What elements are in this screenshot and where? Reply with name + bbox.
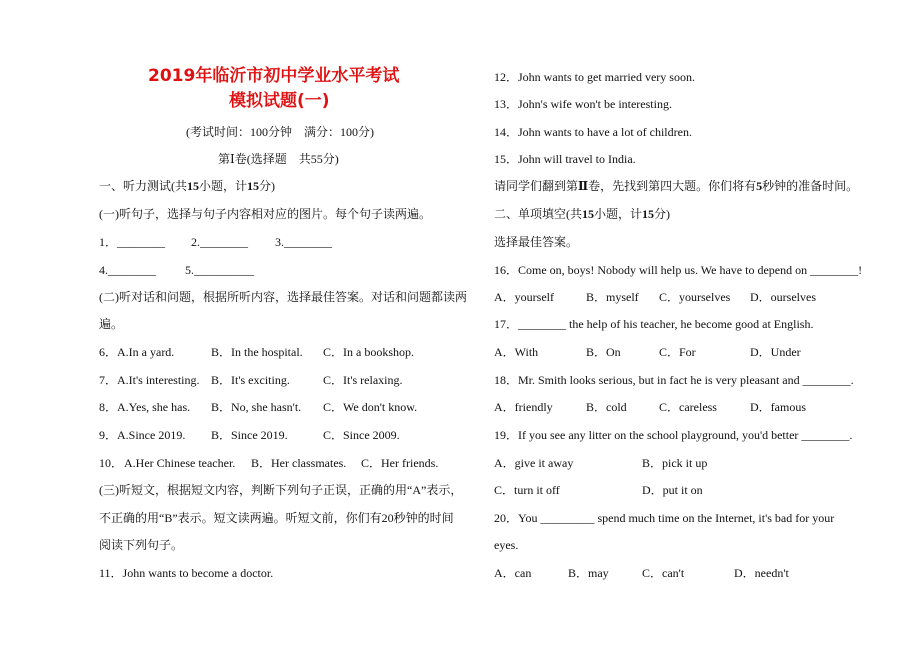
option-a: A．yourself [494, 290, 554, 304]
option-a: A．friendly [494, 400, 553, 414]
question-number: 7． [99, 373, 118, 387]
answer-blank-1: 1．________ [99, 235, 166, 249]
option-b: B．myself [586, 290, 639, 304]
option-c: C．turn it off [494, 483, 560, 497]
option-a: A.Her Chinese teacher. [124, 456, 236, 470]
option-a: A.In a yard. [117, 345, 175, 359]
answer-blank-2: 2.________ [191, 235, 248, 249]
option-b: B．It's exciting. [211, 373, 290, 387]
true-false-item-11: 11．John wants to become a doctor. [99, 566, 274, 580]
option-d: D．famous [750, 400, 806, 414]
option-c: C．We don't know. [323, 400, 418, 414]
option-a: A．can [494, 566, 532, 580]
option-d: D．needn't [734, 566, 789, 580]
option-c: C．yourselves [659, 290, 731, 304]
true-false-item-14: 14．John wants to have a lot of children. [494, 125, 692, 139]
part-three-instruction-cont: 不正确的用“B”表示。短文读两遍。听短文前，你们有20秒钟的时间 [99, 511, 454, 525]
section-two-heading: 二、单项填空(共15小题，计15分) [494, 207, 671, 221]
part-three-instruction: (三)听短文，根据短文内容，判断下列句子正误，正确的用“A”表示， [99, 483, 463, 497]
exam-subtitle: 模拟试题(一) [229, 91, 330, 111]
option-c: C．For [659, 345, 696, 359]
option-c: C．careless [659, 400, 717, 414]
part-two-instruction: (二)听对话和问题，根据所听内容，选择最佳答案。对话和问题都读两 [99, 290, 467, 304]
option-b: B．cold [586, 400, 627, 414]
option-d: D．put it on [642, 483, 703, 497]
option-a: A.Since 2019. [117, 428, 186, 442]
question-stem-cont: eyes. [494, 538, 519, 552]
answer-blank-5: 5.__________ [185, 263, 254, 277]
exam-title: 2019年临沂市初中学业水平考试 [148, 66, 400, 86]
question-stem: 19．If you see any litter on the school playground, you'd better ________. [494, 428, 853, 442]
option-c: C．Since 2009. [323, 428, 400, 442]
question-number: 9． [99, 428, 118, 442]
answer-blank-4: 4.________ [99, 263, 156, 277]
question-stem: 16．Come on, boys! Nobody will help us. We have to depend on ________! [494, 263, 863, 277]
true-false-item-13: 13．John's wife won't be interesting. [494, 97, 672, 111]
option-c: C．Her friends. [361, 456, 439, 470]
exam-info: (考试时间：100分钟 满分：100分) [186, 125, 374, 139]
section-one-heading: 一、听力测试(共15小题，计15分) [99, 179, 276, 193]
option-c: C．In a bookshop. [323, 345, 414, 359]
option-b: B．No, she hasn't. [211, 400, 302, 414]
option-a: A.It's interesting. [117, 373, 200, 387]
question-number: 6． [99, 345, 118, 359]
option-b: B．pick it up [642, 456, 708, 470]
option-b: B．On [586, 345, 621, 359]
question-stem: 18．Mr. Smith looks serious, but in fact he is very pleasant and ________. [494, 373, 854, 387]
option-c: C．It's relaxing. [323, 373, 403, 387]
turn-page-notice: 请同学们翻到第Ⅱ卷，先找到第四大题。你们将有5秒钟的准备时间。 [494, 179, 859, 193]
part-two-instruction-cont: 遍。 [99, 317, 124, 331]
option-c: C．can't [642, 566, 685, 580]
question-number: 10． [99, 456, 124, 470]
option-d: D．ourselves [750, 290, 816, 304]
true-false-item-15: 15．John will travel to India. [494, 152, 636, 166]
question-stem: 20．You _________ spend much time on the Internet, it's bad for your [494, 511, 835, 525]
question-number: 8． [99, 400, 118, 414]
option-b: B．Her classmates. [251, 456, 347, 470]
part-one-instruction: (一)听句子，选择与句子内容相对应的图片。每个句子读两遍。 [99, 207, 431, 221]
option-a: A．give it away [494, 456, 574, 470]
part-three-instruction-end: 阅读下列句子。 [99, 538, 184, 552]
question-stem: 17．________ the help of his teacher, he become good at English. [494, 317, 814, 331]
option-b: B．In the hospital. [211, 345, 303, 359]
section-two-instruction: 选择最佳答案。 [494, 235, 579, 249]
option-a: A．With [494, 345, 539, 359]
answer-blank-3: 3.________ [275, 235, 332, 249]
option-d: D．Under [750, 345, 801, 359]
volume-one-heading: 第Ⅰ卷(选择题 共55分) [218, 152, 339, 166]
option-a: A.Yes, she has. [117, 400, 191, 414]
option-b: B．Since 2019. [211, 428, 288, 442]
true-false-item-12: 12．John wants to get married very soon. [494, 70, 695, 84]
option-b: B．may [568, 566, 609, 580]
